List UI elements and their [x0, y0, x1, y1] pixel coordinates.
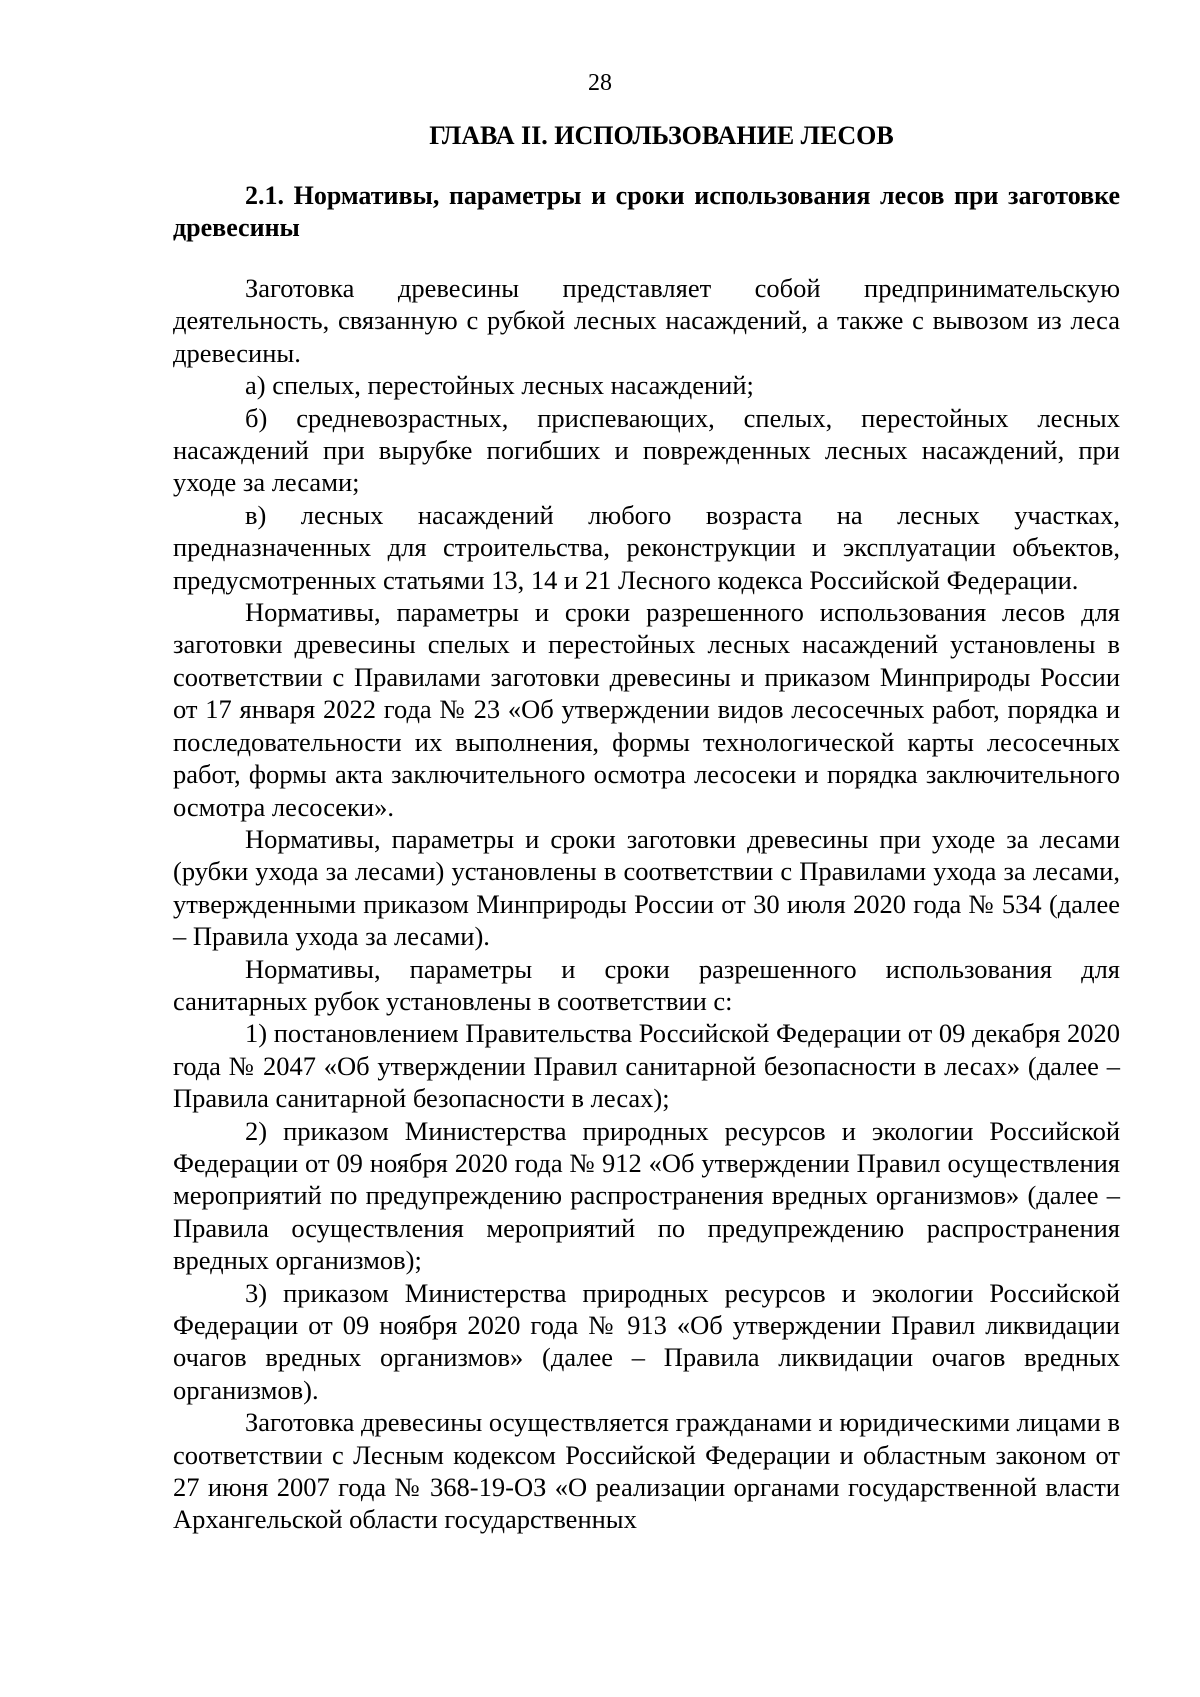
list-item-3: 3) приказом Министерства природных ресурсов и экологии Российской Федерации от 09 ноября 2020 года № 913 «Об утверждении Правил ликвидации очагов вредных организмов» (далее – Правила ликвидации очагов вредных организмов).	[173, 1277, 1120, 1405]
paragraph-norms-care: Нормативы, параметры и сроки заготовки древесины при уходе за лесами (рубки ухода за лесами) установлены в соответствии с Правилами ухода за лесами, утвержденными приказом Минприроды России от 30 июля 2020 года № 534 (далее – Правила ухода за лесами).	[173, 823, 1120, 952]
paragraph-harvest-law: Заготовка древесины осуществляется гражданами и юридическими лицами в соответствии с Лесным кодексом Российской Федерации и областным законом от 27 июня 2007 года № 368-19-ОЗ «О реализации органами государственной власти Архангельской области государственных	[173, 1407, 1120, 1535]
paragraph-norms-harvest: Нормативы, параметры и сроки разрешенного использования лесов для заготовки древесины спелых и перестойных лесных насаждений установлены в соответствии с Правилами заготовки древесины и приказом Минприроды России от 17 января 2022 года № 23 «Об утверждении видов лесосечных работ, порядка и последовательности их выполнения, формы технологической карты лесосечных работ, формы акта заключительного осмотра лесосеки и порядка заключительного осмотра лесосеки».	[173, 597, 1120, 822]
body-text	[173, 272, 1120, 1536]
chapter-title: ГЛАВА II. ИСПОЛЬЗОВАНИЕ ЛЕСОВ	[429, 121, 894, 150]
list-item-2: 2) приказом Министерства природных ресурсов и экологии Российской Федерации от 09 ноября 2020 года № 912 «Об утверждении Правил осуществления мероприятий по предупреждению распространения вредных организмов» (далее – Правила осуществления мероприятий по предупреждению распространения вредных организмов);	[173, 1115, 1120, 1276]
section-title: 2.1. Нормативы, параметры и сроки использования лесов при заготовке древесины	[173, 181, 1120, 242]
list-item-1: 1) постановлением Правительства Российской Федерации от 09 декабря 2020 года № 2047 «Об утверждении Правил санитарной безопасности в лесах» (далее – Правила санитарной безопасности в лесах);	[173, 1018, 1120, 1114]
page-number: 28	[588, 70, 612, 96]
list-item-b: б) средневозрастных, приспевающих, спелых, перестойных лесных насаждений при вырубке погибших и поврежденных лесных насаждений, при уходе за лесами;	[173, 402, 1120, 498]
paragraph-norms-sanitary: Нормативы, параметры и сроки разрешенного использования для санитарных рубок установлены в соответствии с:	[173, 953, 1120, 1016]
list-item-a: а) спелых, перестойных лесных насаждений;	[245, 370, 754, 401]
paragraph-intro: Заготовка древесины представляет собой предпринимательскую деятельность, связанную с рубкой лесных насаждений, а также с вывозом из леса древесины.	[173, 273, 1120, 368]
list-item-c: в) лесных насаждений любого возраста на лесных участках, предназначенных для строительства, реконструкции и эксплуатации объектов, предусмотренных статьями 13, 14 и 21 Лесного кодекса Российской Федерации.	[173, 499, 1120, 595]
document-content	[173, 120, 1120, 1536]
